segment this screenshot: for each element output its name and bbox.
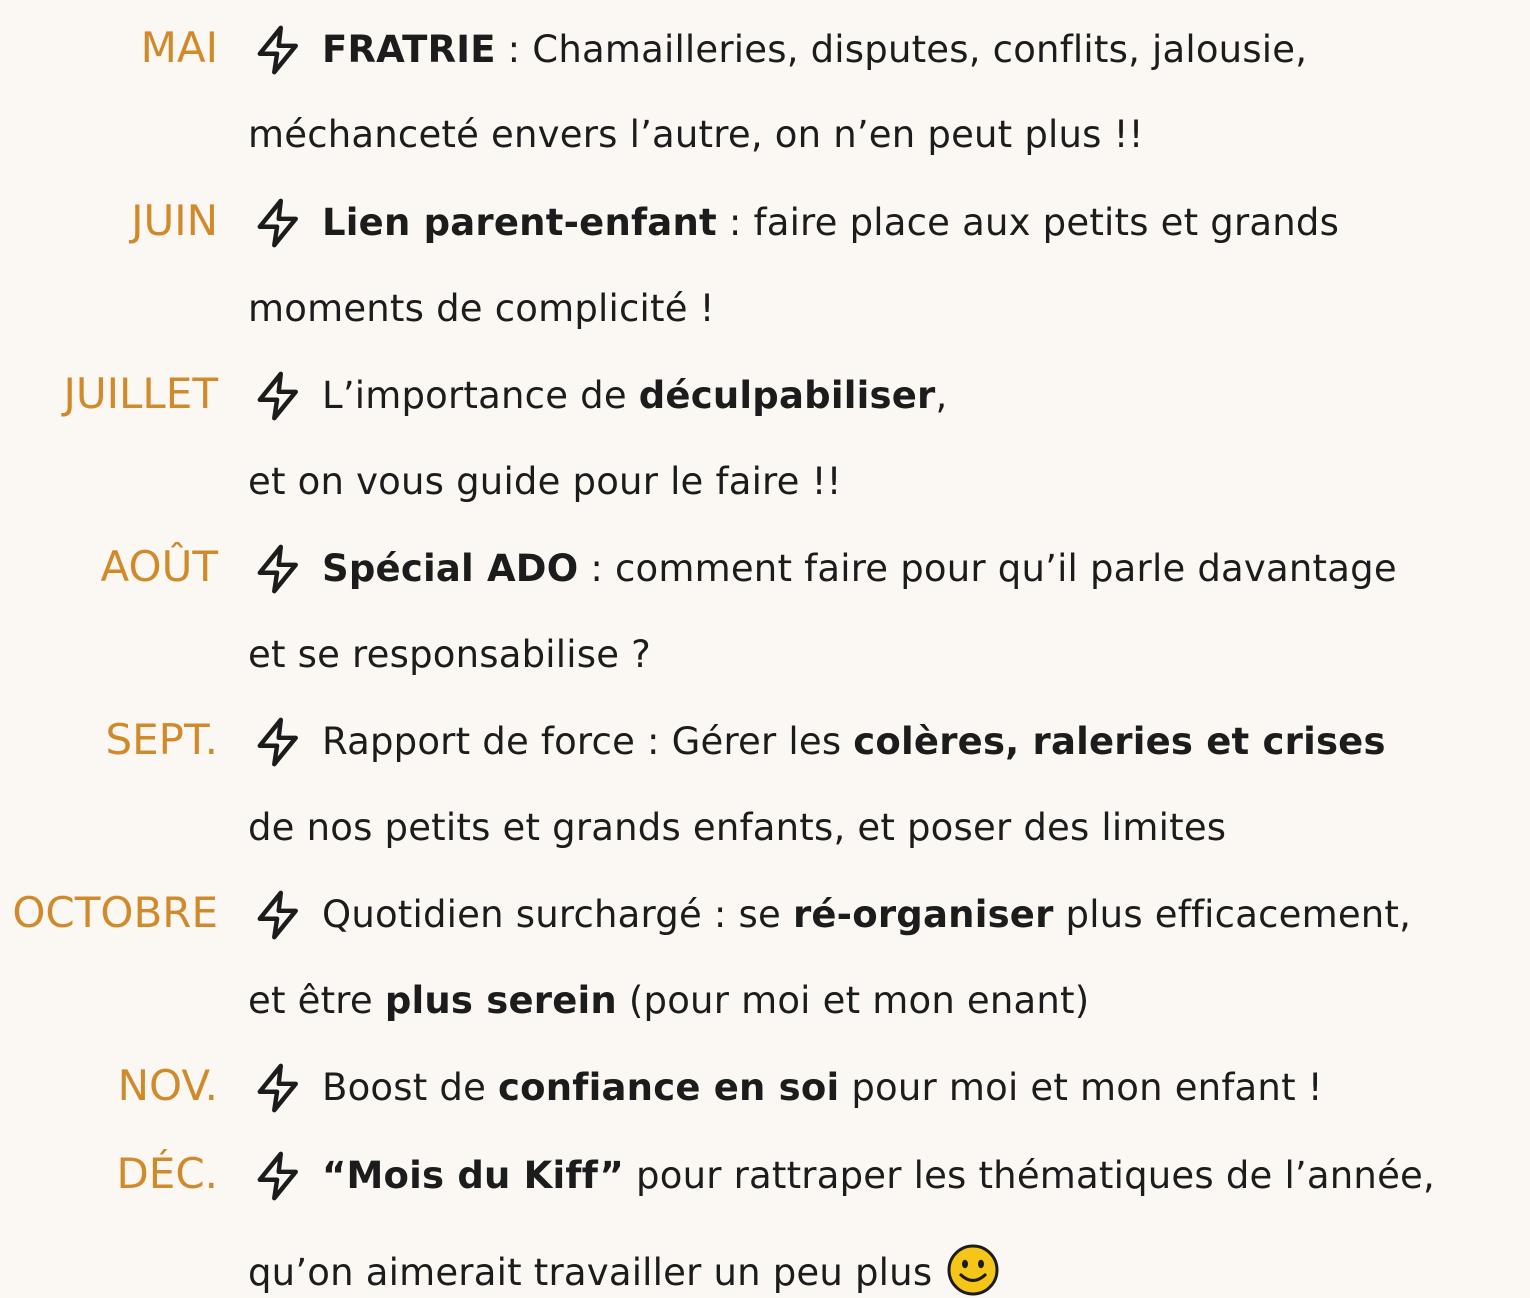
- emphasis-text: Spécial ADO: [322, 547, 579, 590]
- lightning-bolt-icon: [250, 541, 306, 597]
- text-segment: et être: [248, 979, 385, 1022]
- text-segment: (pour moi et mon enant): [616, 979, 1090, 1022]
- lightning-bolt-icon: [250, 1148, 306, 1204]
- theme-description-line: [248, 1243, 1000, 1297]
- theme-title-line: [322, 374, 948, 417]
- month-label: AOÛT: [100, 542, 218, 591]
- theme-description-line: [248, 979, 1090, 1022]
- text-segment: et se responsabilise ?: [248, 633, 651, 676]
- theme-description-line: [248, 460, 842, 503]
- theme-title-line: [322, 720, 1386, 763]
- theme-description-line: [248, 113, 1144, 156]
- text-segment: moments de complicité !: [248, 287, 715, 330]
- emphasis-text: Lien parent-enfant: [322, 201, 717, 244]
- theme-title-line: [322, 547, 1397, 590]
- lightning-bolt-icon: [250, 368, 306, 424]
- theme-title-line: [322, 1154, 1435, 1197]
- month-label: DÉC.: [116, 1149, 218, 1198]
- lightning-bolt-icon: [250, 1060, 306, 1116]
- text-segment: méchanceté envers l’autre, on n’en peut plus !!: [248, 113, 1144, 156]
- text-segment: plus efficacement,: [1053, 893, 1412, 936]
- text-segment: pour rattraper les thématiques de l’année,: [624, 1154, 1435, 1197]
- month-label: NOV.: [117, 1061, 218, 1110]
- text-segment: pour moi et mon enfant !: [839, 1066, 1323, 1109]
- theme-title-line: [322, 28, 1308, 71]
- emphasis-text: colères, raleries et crises: [853, 720, 1386, 763]
- text-segment: : faire place aux petits et grands: [716, 201, 1340, 244]
- emphasis-text: déculpabiliser: [638, 374, 936, 417]
- text-segment: et on vous guide pour le faire !!: [248, 460, 842, 503]
- lightning-bolt-icon: [250, 22, 306, 78]
- text-segment: qu’on aimerait travailler un peu plus: [248, 1251, 933, 1294]
- theme-description-line: [248, 806, 1227, 849]
- theme-description-line: [248, 633, 651, 676]
- text-segment: Rapport de force : Gérer les: [322, 720, 854, 763]
- text-segment: : comment faire pour qu’il parle davantage: [578, 547, 1397, 590]
- emphasis-text: FRATRIE: [322, 28, 496, 71]
- text-segment: : Chamailleries, disputes, conflits, jalousie,: [495, 28, 1308, 71]
- emphasis-text: ré-organiser: [792, 893, 1054, 936]
- month-label: JUIN: [131, 196, 218, 245]
- text-segment: Quotidien surchargé : se: [322, 893, 793, 936]
- text-segment: ,: [935, 374, 948, 417]
- text-segment: Boost de: [322, 1066, 499, 1109]
- month-label: MAI: [140, 23, 218, 72]
- lightning-bolt-icon: [250, 714, 306, 770]
- lightning-bolt-icon: [250, 195, 306, 251]
- emphasis-text: plus serein: [384, 979, 617, 1022]
- month-label: JUILLET: [63, 369, 218, 418]
- month-label: OCTOBRE: [12, 888, 218, 937]
- slightly-smiling-face-icon: [946, 1243, 1000, 1297]
- text-segment: L’importance de: [322, 374, 639, 417]
- emphasis-text: confiance en soi: [498, 1066, 840, 1109]
- text-segment: de nos petits et grands enfants, et poser des limites: [248, 806, 1227, 849]
- theme-title-line: [322, 1066, 1323, 1109]
- theme-title-line: [322, 201, 1340, 244]
- emphasis-text: “Mois du Kiff”: [322, 1154, 625, 1197]
- theme-title-line: [322, 893, 1412, 936]
- lightning-bolt-icon: [250, 887, 306, 943]
- theme-description-line: [248, 287, 715, 330]
- month-label: SEPT.: [105, 715, 218, 764]
